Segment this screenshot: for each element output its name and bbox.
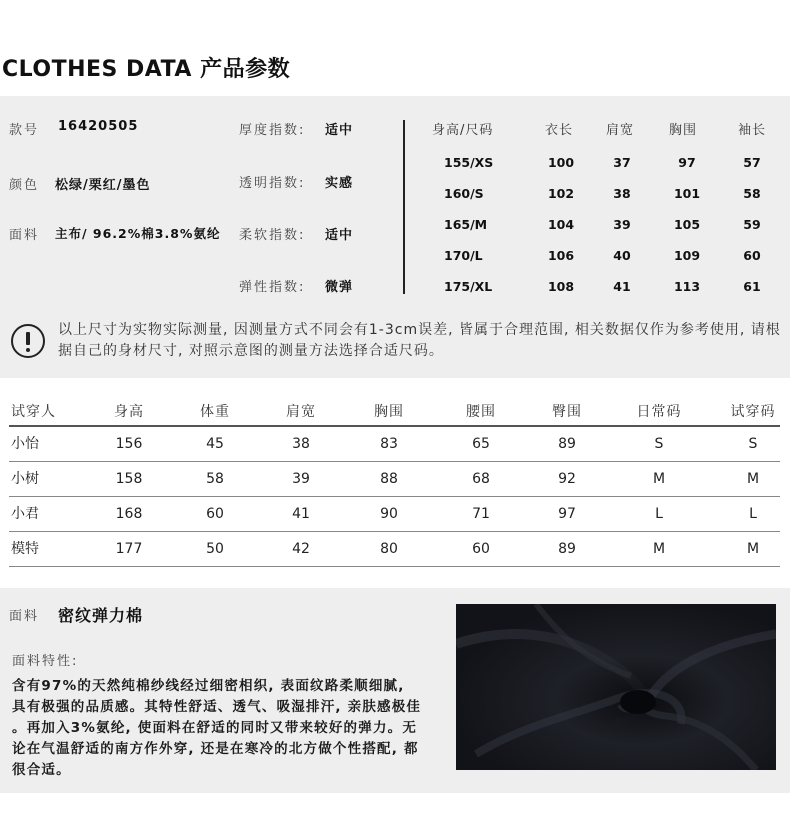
fit-table-header: [9, 398, 780, 427]
size-cell: 59: [743, 217, 761, 232]
fit-cell: 88: [380, 471, 398, 487]
fabric-swirl-graphic: [456, 604, 776, 770]
size-header-sleeve: 袖长: [738, 123, 767, 138]
fit-cell: S: [654, 436, 664, 452]
color-label: 颜色: [9, 178, 40, 193]
thickness-index-label: 厚度指数:: [239, 123, 306, 138]
fabric-swatch-image: [456, 604, 776, 770]
fabric-label: 面料: [9, 228, 40, 243]
table-row: [9, 462, 780, 497]
fit-cell: 模特: [11, 541, 39, 557]
fit-cell: 90: [380, 506, 398, 522]
fit-cell: L: [655, 506, 663, 522]
fit-cell: 50: [206, 541, 224, 557]
fit-header-cell: 腰围: [466, 404, 496, 420]
fit-cell: M: [652, 471, 666, 487]
size-cell: 165/M: [444, 217, 488, 232]
size-cell: 100: [547, 155, 575, 170]
fit-cell: 小树: [11, 471, 39, 487]
size-cell: 108: [547, 279, 575, 294]
fit-cell: 41: [292, 506, 310, 522]
size-notice-text: 以上尺寸为实物实际测量, 因测量方式不同会有1-3cm误差, 皆属于合理范围, 相关数据仅作为参考使用, 请根据自己的身材尺寸, 对照示意图的测量方法选择合适尺码。: [58, 322, 781, 359]
fabric-feature-label: 面料特性:: [12, 654, 79, 669]
transparency-index-label: 透明指数:: [239, 176, 306, 191]
size-cell: 40: [613, 248, 631, 263]
fit-header-cell: 肩宽: [286, 404, 316, 420]
size-header-height: 身高/尺码: [432, 123, 494, 138]
fabric-name: 密纹弹力棉: [58, 606, 144, 625]
divider-line: [403, 120, 405, 294]
size-cell: 113: [673, 279, 701, 294]
fit-cell: 小怡: [11, 436, 39, 452]
fit-cell: M: [746, 541, 760, 557]
table-row: [9, 497, 780, 532]
fit-header-cell: 臀围: [552, 404, 582, 420]
fit-cell: 42: [292, 541, 310, 557]
size-cell: 104: [547, 217, 575, 232]
table-row: [9, 532, 780, 567]
size-cell: 39: [613, 217, 631, 232]
fit-cell: 177: [115, 541, 143, 557]
fit-header-cell: 胸围: [374, 404, 404, 420]
fit-cell: 39: [292, 471, 310, 487]
fit-cell: 92: [558, 471, 576, 487]
elasticity-index-label: 弹性指数:: [239, 280, 306, 295]
size-cell: 109: [673, 248, 701, 263]
fabric-section-label: 面料: [9, 609, 40, 624]
size-cell: 170/L: [444, 248, 483, 263]
fit-cell: 68: [472, 471, 490, 487]
size-cell: 58: [743, 186, 761, 201]
size-cell: 41: [613, 279, 631, 294]
style-no-label: 款号: [9, 123, 40, 138]
size-header-chest: 胸围: [669, 123, 698, 138]
fit-cell: L: [749, 506, 757, 522]
fit-cell: 89: [558, 541, 576, 557]
size-cell: 61: [743, 279, 761, 294]
fit-header-cell: 日常码: [636, 404, 682, 420]
exclamation-circle-icon: [11, 324, 45, 358]
thickness-index-value: 适中: [325, 123, 354, 138]
fit-cell: 168: [115, 506, 143, 522]
size-cell: 106: [547, 248, 575, 263]
size-cell: 38: [613, 186, 631, 201]
size-header-shoulder: 肩宽: [606, 123, 635, 138]
fit-cell: S: [748, 436, 758, 452]
size-cell: 160/S: [444, 186, 484, 201]
fit-header-cell: 试穿码: [730, 404, 776, 420]
size-cell: 105: [673, 217, 701, 232]
fit-cell: 60: [206, 506, 224, 522]
fit-cell: 156: [115, 436, 143, 452]
fit-cell: 97: [558, 506, 576, 522]
color-value: 松绿/栗红/墨色: [55, 178, 151, 193]
elasticity-index-value: 微弹: [325, 280, 354, 295]
softness-index-value: 适中: [325, 228, 354, 243]
size-cell: 155/XS: [444, 155, 494, 170]
fit-cell: 58: [206, 471, 224, 487]
size-cell: 101: [673, 186, 701, 201]
fit-header-cell: 试穿人: [11, 404, 56, 420]
fit-header-cell: 体重: [200, 404, 230, 420]
size-cell: 102: [547, 186, 575, 201]
fit-cell: M: [652, 541, 666, 557]
size-cell: 37: [613, 155, 631, 170]
fabric-value: 主布/ 96.2%棉3.8%氨纶: [55, 226, 221, 241]
fit-cell: 45: [206, 436, 224, 452]
size-cell: 60: [743, 248, 761, 263]
fit-cell: 60: [472, 541, 490, 557]
size-cell: 57: [743, 155, 761, 170]
fabric-feature-text: 含有97%的天然纯棉纱线经过细密相织, 表面纹路柔顺细腻, 具有极强的品质感。其特性舒适、透气、吸湿排汗, 亲肤感极佳 。再加入3%氨纶, 使面料在舒适的同时又带来较好的弹力。无论在气温舒适的南方作外穿, 还是在寒冷的北方做个性搭配, 都很合适。: [12, 678, 422, 778]
style-no-value: 16420505: [58, 119, 139, 134]
softness-index-label: 柔软指数:: [239, 228, 306, 243]
size-cell: 97: [678, 155, 696, 170]
size-cell: 175/XL: [444, 279, 493, 294]
fit-header-cell: 身高: [114, 404, 144, 420]
fit-cell: 158: [115, 471, 143, 487]
fit-cell: 83: [380, 436, 398, 452]
fit-cell: 80: [380, 541, 398, 557]
fit-table: [9, 398, 780, 567]
fit-cell: 38: [292, 436, 310, 452]
table-row: [9, 427, 780, 462]
page-title: CLOTHES DATA 产品参数: [2, 57, 291, 82]
fit-cell: 89: [558, 436, 576, 452]
fit-cell: 小君: [11, 506, 39, 522]
size-header-length: 衣长: [545, 123, 574, 138]
fit-cell: 71: [472, 506, 490, 522]
fit-cell: 65: [472, 436, 490, 452]
fit-cell: M: [746, 471, 760, 487]
transparency-index-value: 实感: [325, 176, 354, 191]
